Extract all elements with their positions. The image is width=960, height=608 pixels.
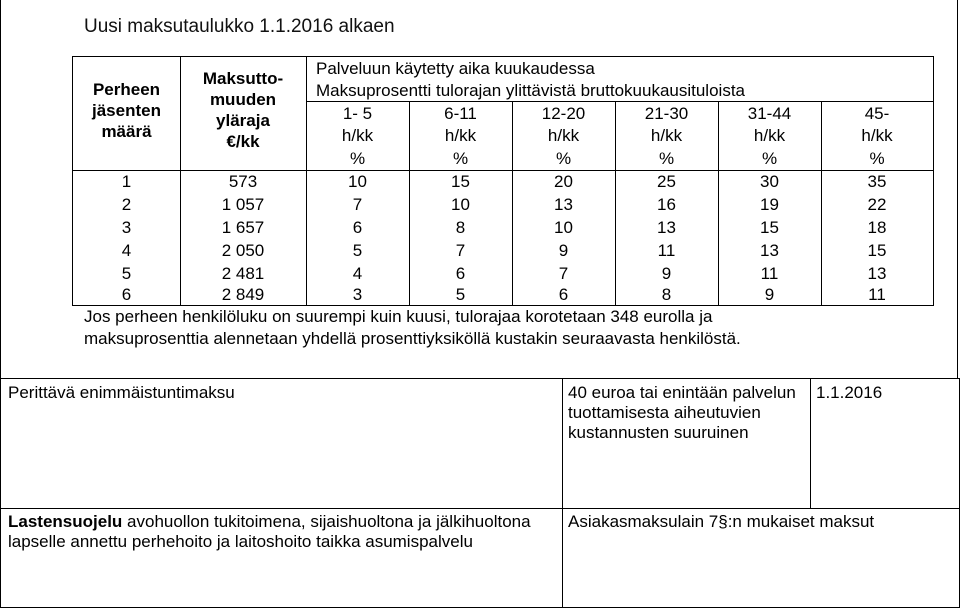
percent-cell: 9 — [661, 264, 672, 283]
child-welfare-label-text: avohuollon tukitoimena, sijaishuoltona ja jälkihuoltona lapselle annettu perhehoito ja laitoshoito taikka asumispalvelu — [8, 512, 531, 551]
income-limit-cell: 1 057 — [221, 195, 265, 214]
max-hourly-fee-label-cell — [0, 378, 563, 509]
valid-from-date: 1.1.2016 — [816, 383, 883, 402]
family-size-cell: 4 — [121, 241, 132, 260]
fee-table — [72, 56, 934, 306]
percent-label: % — [349, 149, 366, 168]
child-welfare-fee-cell — [562, 508, 960, 608]
child-welfare-fee-value: Asiakasmaksulain 7§:n mukaiset maksut — [568, 512, 875, 531]
income-limit-header-line: Maksutto- — [202, 69, 284, 88]
family-size-cell: 6 — [121, 285, 132, 304]
family-size-header-line: jäsenten — [92, 101, 161, 120]
percent-cell: 25 — [657, 172, 676, 191]
fee-table-note — [84, 306, 741, 350]
child-welfare-label-cell — [0, 508, 563, 608]
family-size-header-line: määrä — [101, 122, 152, 141]
hours-unit: h/kk — [547, 126, 580, 145]
percent-cell: 20 — [554, 172, 573, 191]
max-hourly-fee-value-cell — [562, 378, 811, 509]
percent-cell: 6 — [558, 285, 569, 304]
income-limit-header-line: yläraja — [216, 111, 270, 130]
percent-cell: 4 — [352, 264, 363, 283]
income-limit-cell: 2 481 — [221, 264, 265, 283]
percent-cell: 9 — [764, 285, 775, 304]
hours-range: 12-20 — [541, 104, 586, 123]
max-fee-table — [0, 378, 960, 608]
percent-cell: 9 — [558, 241, 569, 260]
percent-cell: 30 — [760, 172, 779, 191]
percent-cell: 3 — [352, 285, 363, 304]
percent-cell: 15 — [760, 218, 779, 237]
percent-cell: 10 — [348, 172, 367, 191]
hours-range: 6-11 — [444, 104, 477, 123]
hours-range: 1- 5 — [342, 104, 373, 123]
percent-cell: 11 — [760, 264, 779, 283]
page-frame-right — [957, 0, 958, 378]
percent-cell: 19 — [760, 195, 779, 214]
hours-unit: h/kk — [341, 126, 374, 145]
hours-range: 45- — [864, 104, 890, 123]
max-hourly-fee-value: 40 euroa tai enintään palvelun tuottamisesta aiheutuvien kustannusten suuruinen — [568, 383, 796, 442]
hours-col-header — [306, 103, 409, 147]
hours-col-header — [718, 103, 821, 147]
percent-label: % — [555, 149, 572, 168]
percent-cell: 35 — [867, 172, 887, 191]
percent-cell: 15 — [867, 241, 887, 260]
income-limit-cell: 2 050 — [221, 241, 265, 260]
page-frame-left — [0, 0, 1, 378]
percent-cell: 13 — [554, 195, 573, 214]
max-hourly-fee-label: Perittävä enimmäistuntimaksu — [8, 383, 235, 402]
percent-label: % — [761, 149, 778, 168]
family-size-header-line: Perheen — [92, 80, 161, 99]
family-size-header — [73, 79, 180, 142]
percent-cell: 11 — [657, 241, 676, 260]
family-size-cell: 2 — [121, 195, 132, 214]
percent-cell: 8 — [455, 218, 466, 237]
valid-from-date-cell — [810, 378, 960, 509]
percent-cell: 22 — [867, 195, 887, 214]
percent-cell: 7 — [455, 241, 466, 260]
percent-cell: 11 — [868, 285, 886, 304]
percent-cell: 5 — [455, 285, 466, 304]
family-size-cell: 5 — [121, 264, 132, 283]
hours-col-header — [821, 103, 933, 147]
percent-cell: 13 — [867, 264, 887, 283]
family-size-cell: 3 — [121, 218, 132, 237]
fee-table-title: Uusi maksutaulukko 1.1.2016 alkaen — [84, 16, 395, 37]
percent-cell: 13 — [657, 218, 676, 237]
family-size-cell: 1 — [121, 172, 132, 191]
income-limit-header — [180, 68, 306, 152]
percent-cell: 16 — [657, 195, 676, 214]
income-limit-header-line: muuden — [209, 90, 277, 109]
hours-range: 21-30 — [644, 104, 689, 123]
percent-label: % — [869, 149, 885, 168]
hours-col-header — [615, 103, 718, 147]
percent-cell: 6 — [352, 218, 363, 237]
income-limit-cell: 1 657 — [221, 218, 265, 237]
percent-cell: 18 — [867, 218, 887, 237]
hours-col-header — [512, 103, 615, 147]
hours-col-header — [409, 103, 512, 147]
note-line: maksuprosenttia alennetaan yhdellä prosenttiyksiköllä kustakin seuraavasta henkilöstä. — [84, 329, 741, 348]
hours-unit: h/kk — [444, 126, 477, 145]
income-limit-cell: 573 — [228, 172, 258, 191]
fee-percentage-header: Maksuprosentti tulorajan ylittävistä bruttokuukausituloista — [316, 81, 745, 100]
note-line: Jos perheen henkilöluku on suurempi kuin kuusi, tulorajaa korotetaan 348 eurolla ja — [84, 307, 713, 326]
hours-range: 31-44 — [747, 104, 792, 123]
percent-cell: 15 — [451, 172, 470, 191]
row-divider — [306, 101, 933, 102]
hours-unit: h/kk — [650, 126, 683, 145]
percent-cell: 10 — [451, 195, 470, 214]
percent-cell: 6 — [455, 264, 466, 283]
service-time-header: Palveluun käytetty aika kuukaudessa — [316, 59, 595, 78]
percent-cell: 13 — [760, 241, 779, 260]
percent-cell: 10 — [554, 218, 573, 237]
hours-unit: h/kk — [861, 126, 893, 145]
percent-cell: 8 — [661, 285, 672, 304]
hours-unit: h/kk — [753, 126, 786, 145]
percent-cell: 5 — [352, 241, 363, 260]
percent-label: % — [452, 149, 469, 168]
income-limit-cell: 2 849 — [221, 285, 265, 304]
percent-cell: 7 — [352, 195, 363, 214]
percent-cell: 7 — [558, 264, 569, 283]
percent-label: % — [658, 149, 675, 168]
child-welfare-label-bold: Lastensuojelu — [8, 512, 123, 531]
income-limit-header-line: €/kk — [226, 132, 260, 151]
